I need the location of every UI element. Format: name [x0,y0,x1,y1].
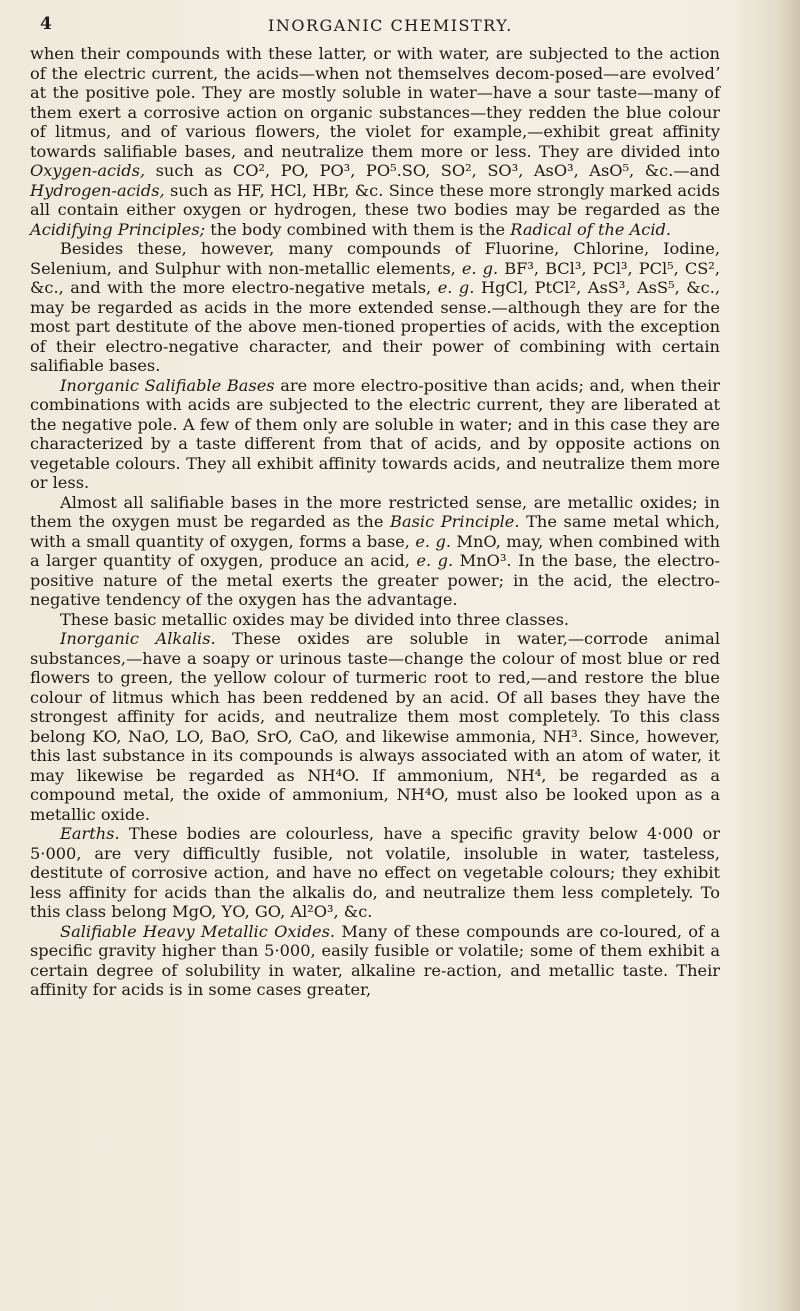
paragraph-p4 [30,610,720,630]
running-header [40,14,720,38]
text-run: such as HF, HCl, HBr, &c. Since these more strongly marked acids all contain either oxygen or hydrogen, these two bodies may be regarded as the [30,180,720,219]
italic-term: Basic Principle. [390,512,520,531]
italic-term: Radical of the Acid. [510,219,672,239]
page-edge-shadow [730,0,800,1311]
text-run: HgCl, PtCl², AsS³, AsS⁵, &c., may be regarded as acids in the more extended sense.—although they are for the most part destitute of the above men-tioned properties of acids, with the exception of their electro-negative character, and their power of combining with certain salifiable bases. [30,278,720,375]
italic-term: e. g. [461,258,499,278]
paragraph-p5 [30,629,720,824]
text-run: These oxides are soluble in water,—corrode animal substances,—have a soapy or urinous taste—change the colour of most blue or red flowers to green, the yellow colour of turmeric root to red,—and restore the blue colour of litmus which has been reddened by an acid. Of all bases they have the strongest affinity for acids, and neutralize them most completely. To this class belong KO, NaO, LO, BaO, SrO, CaO, and likewise ammonia, NH³. Since, however, this last substance in its compounds is always associated with an atom of water, it may likewise be regarded as NH⁴O. If ammonium, NH⁴, be regarded as a compound metal, the oxide of ammonium, NH⁴O, must also be looked upon as a metallic oxide. [30,629,720,824]
text-run: when their compounds with these latter, or with water, are subjected to the action of the electric current, the acids—when not themselves decom-posed—are evolvedʼ at the positive pole. They are mostly soluble in water—have a sour taste—many of them exert a corrosive action on organic substances—they redden the blue colour of litmus, and of various flowers, the violet for example,—exhibit great affinity towards salifiable bases, and neutralize them more or less. They are divided into [30,44,720,161]
paragraph-p7 [30,922,720,1000]
italic-term: Hydrogen-acids, [30,180,165,200]
text-run: Many of these compounds are co-loured, of a specific gravity higher than 5·000, easily fusible or volatile; some of them exhibit a certain degree of solubility in water, alkaline re-action, and metallic taste. Their affinity for acids is in some cases greater, [30,921,720,999]
text-run: Besides these, however, many compounds of Fluorine, Chlorine, Iodine, Selenium, and Sulphur with non-metallic elements, [30,239,720,278]
paragraph-p6 [30,824,720,922]
body-text [30,44,720,1000]
text-run: the body combined with them is the [205,219,511,239]
text-run: are more electro-positive than acids; and, when their combinations with acids are subjected to the electric current, they are liberated at the negative pole. A few of them only are soluble in water; and in this case they are characterized by a taste different from that of acids, and by opposite actions on vegetable colours. They all exhibit affinity towards acids, and neutralize them more or less. [30,375,720,492]
italic-term: Inorganic Alkalis. [60,629,216,648]
paragraph-p3 [30,493,720,610]
paragraph-p1 [30,239,720,376]
italic-term: Inorganic Salifiable Bases [60,375,275,395]
italic-term: Oxygen-acids, [30,161,146,180]
italic-term: Acidifying Principles; [30,219,206,239]
paragraph-p2 [30,376,720,493]
text-run: MnO, may, when combined with a larger quantity of oxygen, produce an acid, [30,531,720,570]
italic-term: e. g. [415,531,451,551]
paragraph-p0 [30,44,720,239]
text-run: MnO³. In the base, the electro-positive nature of the metal exerts the greater power; in the acid, the electro-negative tendency of the oxygen has the advantage. [30,551,720,609]
running-title: INORGANIC CHEMISTRY. [268,16,513,35]
text-run: such as CO², PO, PO³, PO⁵.SO, SO², SO³, AsO³, AsO⁵, &c.—and [145,161,720,180]
text-run: The same metal which, with a small quantity of oxygen, forms a base, [30,512,720,551]
text-run: These bodies are colourless, have a specific gravity below 4·000 or 5·000, are very difficultly fusible, not volatile, insoluble in water, tasteless, destitute of corrosive action, and have no effect on vegetable colours; they exhibit less affinity for acids than the alkalis do, and neutralize them less completely. To this class belong MgO, YO, GO, Al²O³, &c. [30,824,720,921]
italic-term: Earths. [60,824,120,843]
italic-term: e. g. [437,278,475,297]
text-run: Almost all salifiable bases in the more restricted sense, are metallic oxides; in them the oxygen must be regarded as the [30,492,720,531]
text-run: These basic metallic oxides may be divided into three classes. [60,609,570,629]
italic-term: Salifiable Heavy Metallic Oxides. [60,921,336,941]
italic-term: e. g. [416,551,454,570]
page-number: 4 [40,14,53,34]
text-run: BF³, BCl³, PCl³, PCl⁵, CS², &c., and with the more electro-negative metals, [30,258,720,297]
